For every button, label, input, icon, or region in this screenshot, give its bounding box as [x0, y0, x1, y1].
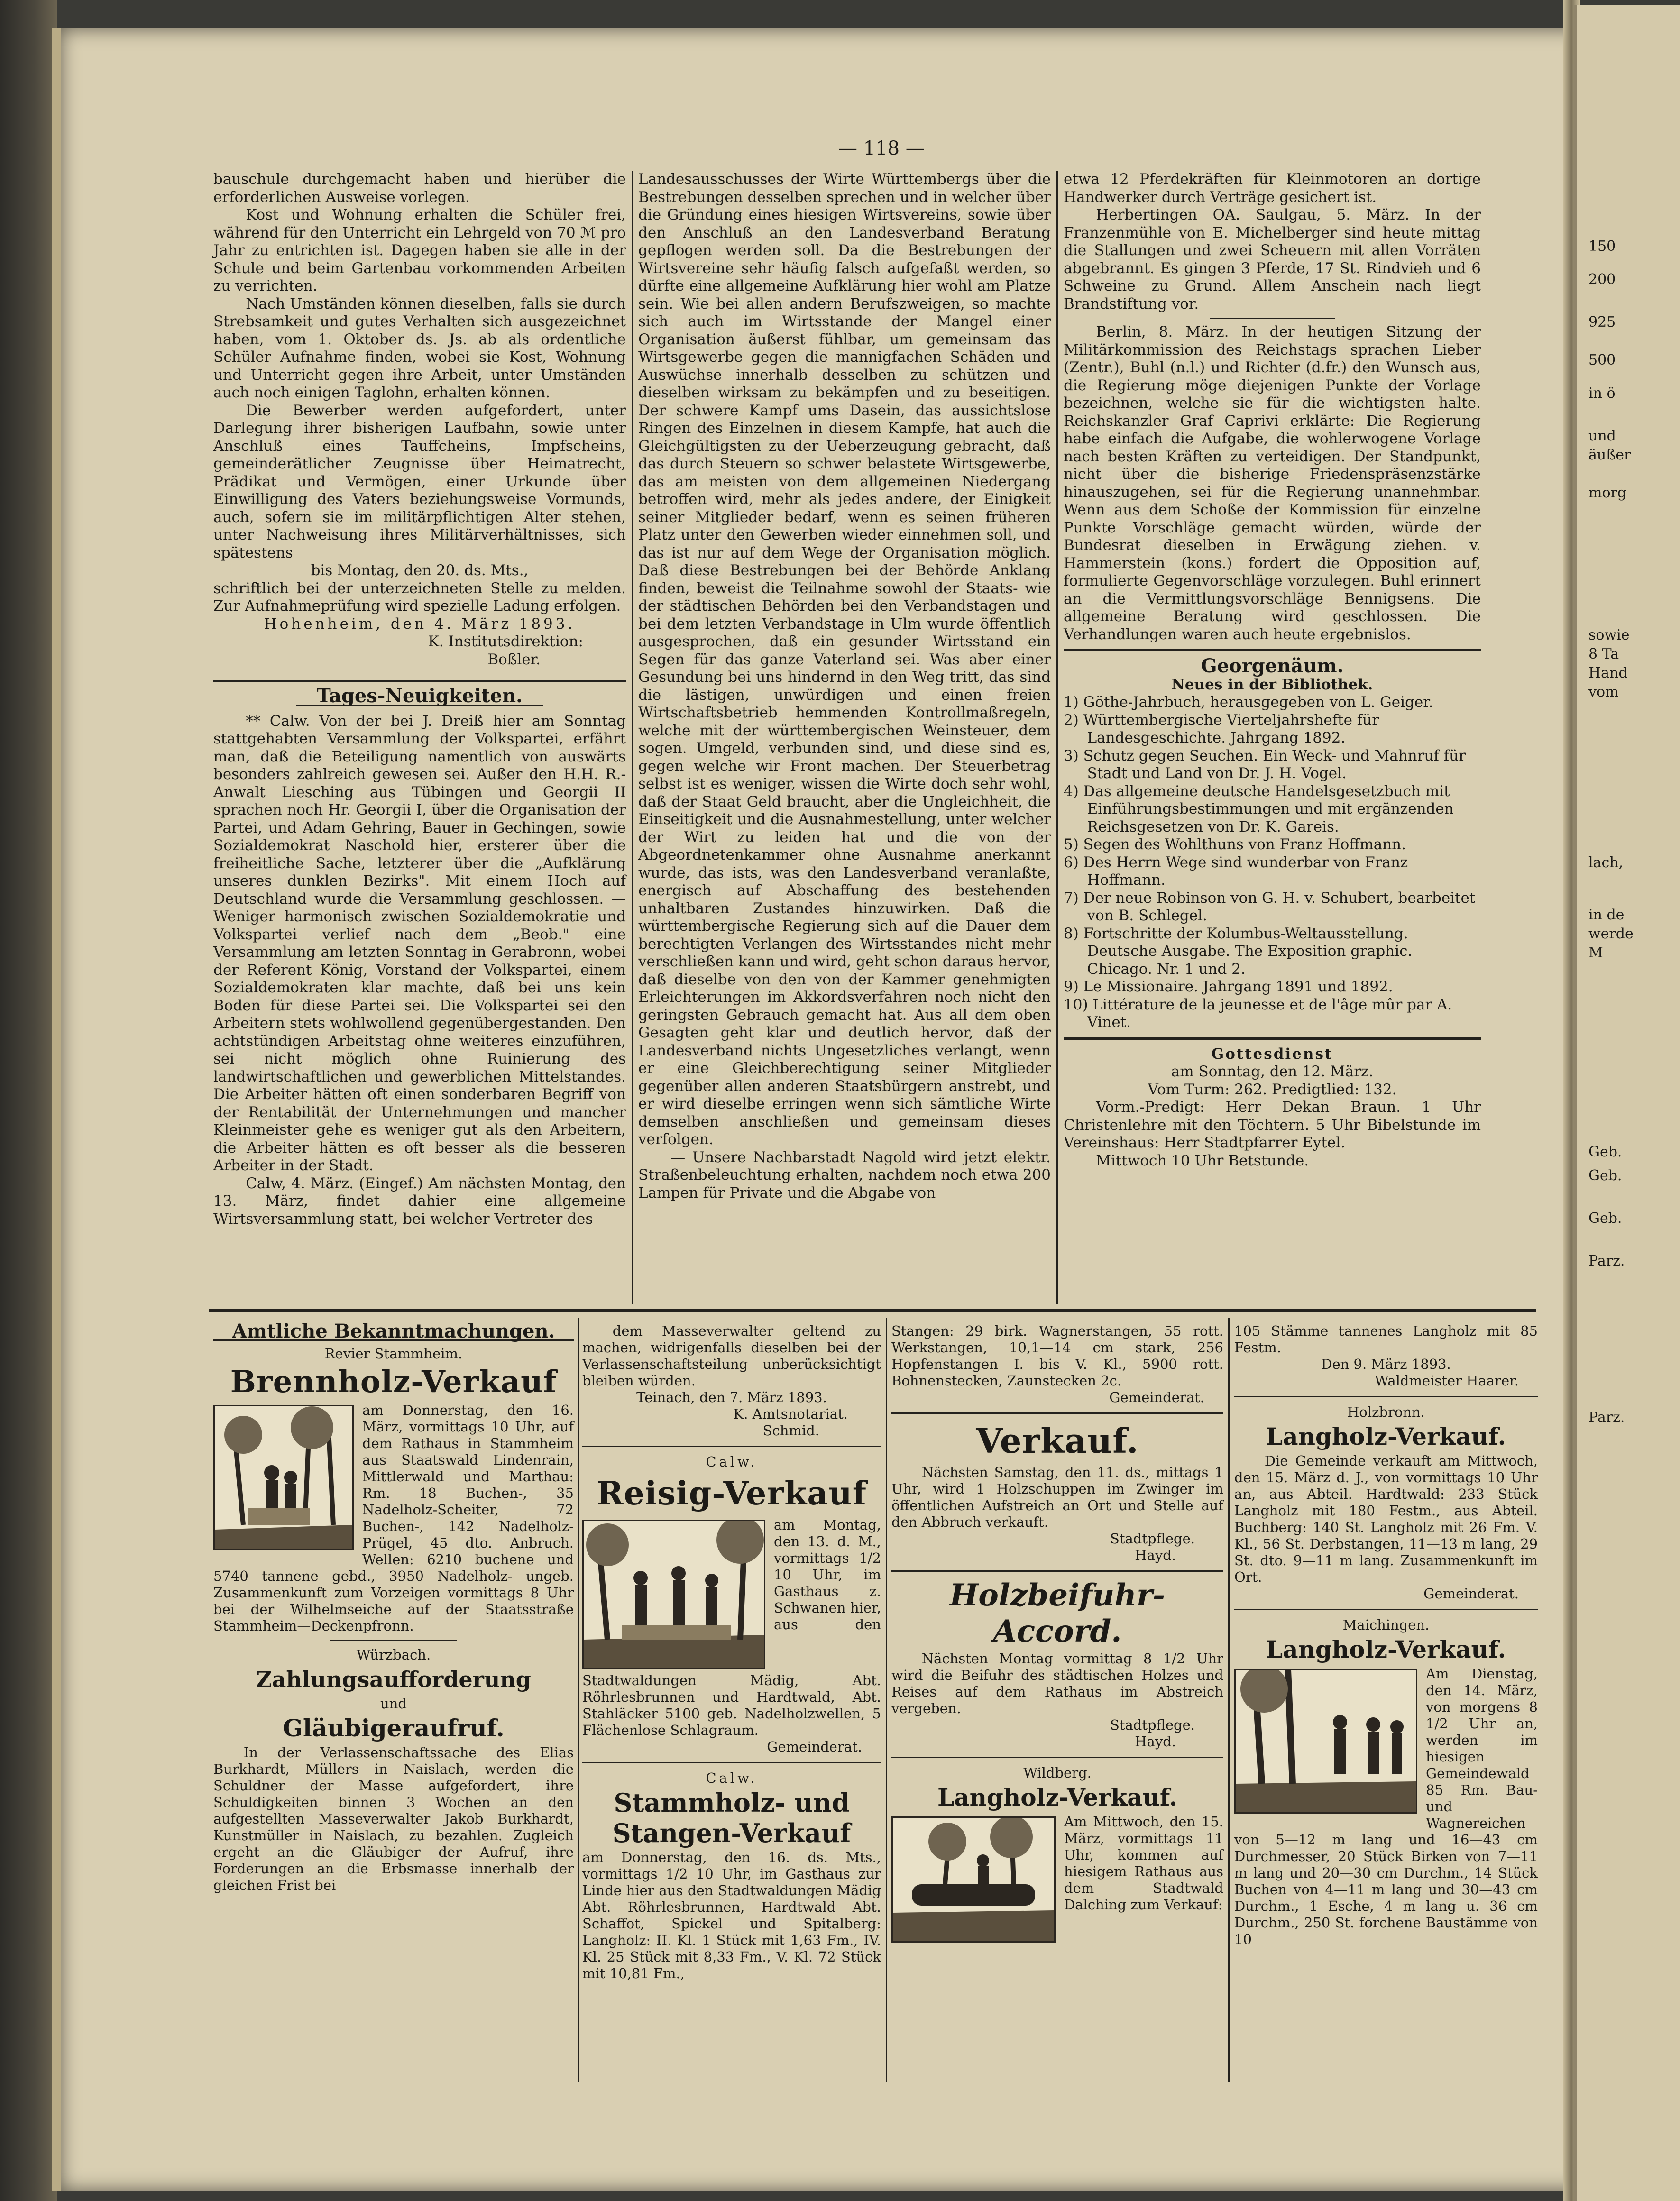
ads-column-b	[582, 1323, 881, 1982]
ad-body: Nächsten Montag vormittag 8 1/2 Uhr wird die Beifuhr des städtischen Holzes und Reises auf dem Rathaus im Abstreich vergeben.	[891, 1651, 1223, 1716]
ad-signature: Gemeinderat.	[1109, 1389, 1204, 1405]
georgenaeum-title: Georgenäum.	[1201, 655, 1344, 677]
gottesdienst-line: Vom Turm: 262. Predigtlied: 132.	[1148, 1081, 1397, 1098]
next-page-fragment: Parz.	[1588, 1409, 1625, 1426]
ad-body: Stangen: 29 birk. Wagnerstangen, 55 rott. Werkstangen, 10,1—14 cm stark, 256 Hopfenstangen I. bis V. Kl., 5900 rott. Bohnenstecken, Zaunstecken 2c.	[891, 1323, 1223, 1389]
ad-body: Am Mittwoch, den 15. März, vormittags 11 Uhr, kommen auf hiesigem Rathaus aus dem Stadtwald Dalching zum Verkauf:	[1064, 1814, 1223, 1913]
ad-body: am Montag, den 13. d. M., vormittags 1/2 10 Uhr, im Gasthaus z. Schwanen hier, aus den Stadtwaldungen Mädig, Abt. Röhrlesbrunnen und Hardtwald, Abt. Stahläcker 5100 geb. Nadelholzwellen, 5 Flächenlose Schlagraum.	[582, 1517, 881, 1738]
ad-signature: Hayd.	[1135, 1547, 1176, 1563]
divider	[213, 675, 626, 682]
list-item: 2) Württembergische Vierteljahrshefte für Landesgeschichte. Jahrgang 1892.	[1064, 711, 1379, 746]
col1-dateline: Hohenheim, den 4. März 1893.	[264, 615, 576, 633]
next-page-fragment: Geb.	[1588, 1167, 1622, 1184]
woodcut-foresters-image	[213, 1405, 354, 1550]
next-page-fragment: werde	[1588, 926, 1634, 942]
col1-paragraph: Kost und Wohnung erhalten die Schüler frei, während für den Unterricht ein Lehrgeld von 70 ℳ pro Jahr zu entrichten ist. Dagegen haben sie alle in der Schule und beim Gartenbau vorkommenden Arbeiten zu verrichten.	[213, 206, 626, 294]
gottesdienst-date: am Sonntag, den 12. März.	[1171, 1063, 1374, 1080]
col3-paragraph: etwa 12 Pferdekräften für Kleinmotoren an dortige Handwerker durch Verträge gesichert ist.	[1064, 171, 1481, 206]
divider	[330, 1640, 457, 1641]
ad-body: In der Verlassenschaftssache des Elias Burkhardt, Müllers in Naislach, werden die Schuldner der Masse aufgefordert, ihre Schuldigkeiten binnen 3 Wochen an den aufgestellten Masseverwalter Jakob Burkhardt, Kunstmüller in Naislach, zu bezahlen. Zugleich ergeht an die Gläubiger der Aufruf, ihre Forderungen an die Erbsmasse innerhalb der gleichen Frist bei	[213, 1744, 574, 1893]
gottesdienst-line: Vorm.-Predigt: Herr Dekan Braun. 1 Uhr Christenlehre mit den Töchtern. 5 Uhr Bibelstunde im Vereinshaus: Herr Stadtpfarrer Eytel.	[1064, 1099, 1481, 1151]
col1-signature: Boßler.	[487, 651, 541, 668]
ad-body: dem Masseverwalter geltend zu machen, widrigenfalls dieselben bei der Verlassenschaftsteilung unberücksichtigt bleiben würden.	[582, 1323, 881, 1389]
book-list	[1064, 694, 1481, 1032]
ad-place: Revier Stammheim.	[324, 1346, 463, 1362]
col1-paragraph: bauschule durchgemacht haben und hierüber die erforderlichen Ausweise vorlegen.	[213, 171, 626, 206]
col3-paragraph: Berlin, 8. März. In der heutigen Sitzung der Militärkommission des Reichstags sprachen Lieber (Zentr.), Buhl (n.l.) und Richter (d.fr.) den Wunsch aus, die Regierung möge diejenigen Punkte der Vorlage bezeichnen, welche sie für die wichtigsten halte. Reichskanzler Graf Caprivi erklärte: Die Regierung habe einfach die Aufgabe, die wohlerwogene Vorlage nach besten Kräften zu verteidigen. Der Standpunkt, nicht über die bisherige Friedenspräsenzstärke hinauszugehen, sei für die Regierung unannehmbar. Wenn aus dem Schoße der Kommission für einzelne Punkte Vorschläge gemacht würden, würde der Bundesrat dieselben in Erwägung ziehen. v. Hammerstein (kons.) fordert die Opposition auf, formulierte Gegenvorschläge vorzulegen. Buhl erinnert an die Vermittlungsvorschläge Bennigsens. Die allgemeine Beratung wird geschlossen. Die Verhandlungen waren auch heute ergebnislos.	[1064, 323, 1481, 643]
divider	[1234, 1609, 1538, 1610]
ad-place: Wildberg.	[1023, 1765, 1092, 1781]
next-page-fragment: sowie	[1588, 627, 1630, 643]
divider	[891, 1757, 1223, 1758]
georgenaeum-subtitle: Neues in der Bibliothek.	[1171, 676, 1373, 693]
list-item: 10) Littérature de la jeunesse et de l'âge mûr par A. Vinet.	[1064, 996, 1452, 1031]
ad-title-accord: Accord.	[993, 1614, 1122, 1649]
column-1	[213, 171, 626, 1228]
ad-title-langholz: Langholz-Verkauf.	[1266, 1635, 1506, 1663]
gottesdienst-title: Gottesdienst	[1211, 1045, 1333, 1063]
page-number: — 118 —	[838, 138, 925, 159]
col2-paragraph: Landesausschusses der Wirte Württembergs über die Bestrebungen desselben sprechen und in welcher über die Gründung eines hiesigen Wirtsvereins, sowie über den Anschluß an den Landesverband Beratung gepflogen werden soll. Da die Bestrebungen der Wirtsvereine sehr häufig falsch aufgefaßt werden, so dürfte eine allgemeine Aufklärung hier wohl am Platze sein. Wie bei allen andern Berufszweigen, so machte sich auch im Wirtsstande der Mangel einer Organisation äußerst fühlbar, um gemeinsam das Wirtsgewerbe gegen die mannigfachen Schäden und Auswüchse innerhalb desselben zu schützen und dieselben wirksam zu bekämpfen und zu beseitigen. Der schwere Kampf ums Dasein, das aussichtslose Ringen des Einzelnen in diesem Kampfe, hat auch die Gleichgültigsten zu der Ueberzeugung gebracht, daß das durch Steuern so schwer belastete Wirtsgewerbe, das am meisten von dem allgemeinen Niedergang betroffen wird, mehr als jedes andere, der Einigkeit seiner Mitglieder bedarf, wenn es seinen früheren Platz unter den Gewerben wieder einnehmen soll, und das ist nur auf dem Wege der Organisation möglich. Daß diese Bestrebungen bei der Behörde Anklang finden, beweist die Teilnahme sowohl der Staats- wie der städtischen Behörden bei den Verbandstagen und bei dem letzten Verbandstage in Ulm wurde öffentlich ausgesprochen, daß ein gesunder Wirtsstand ein Segen für das ganze Vaterland sei. Was aber einer Gesundung bei uns hindernd in den Weg tritt, das sind die lästigen, unwürdigen und einen freien Wirtschaftsbetrieb hemmenden Kontrollmaßregeln, welche mit der württembergischen Weinsteuer, dem sogen. Umgeld, verbunden sind, und diese sind es, gegen welche wir Front machen. Der Steuerbetrag selbst ist es weniger, wissen die Wirte doch sehr wohl, daß der Staat Geld braucht, aber die Ungleichheit, die Einseitigkeit und die Ausnahmestellung, unter welcher der Wirt zu leiden hat und die von der Abgeordnetenkammer ohne Ausnahme anerkannt wurde, das ists, was den Landesverband veranlaßte, energisch auf Abschaffung des bestehenden unhaltbaren Zustandes hinzuwirken. Daß die württembergische Regierung sich auf die Dauer dem berechtigten Verlangen des Wirtsstandes nicht mehr verschließen kann und wird, geht schon daraus hervor, daß dieselbe von den von der Kammer genehmigten Erleichterungen im Akkordsverfahren noch nicht den geringsten Gebrauch gemacht hat. Aus all dem oben Gesagten geht klar und deutlich hervor, daß der Landesverband nichts Ungesetzliches verlangt, wenn er eine Gleichberechtigung seiner Mitglieder gegenüber allen anderen Staatsbürgern anstrebt, und er wird dieselbe erringen wenn sich sämtliche Wirte demselben anschließen und gemeinsam dieses verfolgen.	[638, 171, 1051, 1148]
divider	[1210, 318, 1335, 319]
col1-paragraph: schriftlich bei der unterzeichneten Stelle zu melden. Zur Aufnahmeprüfung wird spezielle Ladung erfolgen.	[213, 579, 626, 614]
ad-signature: K. Amtsnotariat.	[733, 1406, 848, 1422]
ad-body: am Donnerstag, den 16. März, vormittags 10 Uhr, auf dem Rathaus in Stammheim aus Staatswald Lindenrain, Mittlerwald und Marthau: Rm. 18 Buchen-, 35 Nadelholz-Scheiter, 72 Buchen-, 142 Nadelholz-Prügel, 45 dto. Anbruch. Wellen: 6210 buchene und 5740 tannene gebd., 3950 Nadelholz- ungeb. Zusammenkunft zum Vorzeigen vormittags 8 Uhr bei der Wilhelmseiche auf der Staatsstraße Stammheim—Deckenpfronn.	[213, 1402, 574, 1634]
newspaper-page	[52, 28, 1583, 2191]
ad-signature: Stadtpflege.	[1110, 1531, 1195, 1547]
next-page-fragment: 150	[1588, 238, 1616, 255]
list-item: 8) Fortschritte der Kolumbus-Weltausstellung. Deutsche Ausgabe. The Exposition graphic. Chicago. Nr. 1 und 2.	[1064, 925, 1413, 978]
book-edge	[0, 0, 57, 2201]
ad-title-langholz: Langholz-Verkauf.	[937, 1783, 1177, 1811]
ad-title-stangen: Stangen-Verkauf	[612, 1818, 851, 1848]
ad-signature: Gemeinderat.	[1423, 1586, 1519, 1602]
next-page-fragment: vom	[1588, 684, 1619, 700]
next-page-fragment: 200	[1588, 271, 1616, 288]
col1-paragraph: Die Bewerber werden aufgefordert, unter Darlegung ihrer bisherigen Laufbahn, sowie unter Anschluß eines Tauffcheins, Impfscheins, gemeinderätlicher Zeugnisse über Heimatrecht, Prädikat und Vermögen, einer Urkunde über Einwilligung des Vaters beziehungsweise Vormunds, auch, sofern sie im militärpflichtigen Alter stehen, unter Nachweisung ihres Militärverhältnisses, sich spätestens	[213, 402, 626, 561]
ad-signature: Hayd.	[1135, 1733, 1176, 1750]
ad-body: am Donnerstag, den 16. ds. Mts., vormittags 1/2 10 Uhr, im Gasthaus zur Linde hier aus den Stadtwaldungen Mädig Abt. Röhrlesbrunnen, Hardtwald Abt. Schaffot, Spickel und Spitalberg: Langholz: II. Kl. 1 Stück mit 1,63 Fm., IV. Kl. 25 Stück mit 8,33 Fm., V. Kl. 72 Stück mit 10,81 Fm.,	[582, 1849, 881, 1981]
next-page-fragment: morg	[1588, 485, 1627, 501]
divider	[582, 1446, 881, 1447]
next-page-fragment: in ö	[1588, 385, 1616, 402]
next-page-fragment: äußer	[1588, 447, 1631, 463]
ads-column-d	[1234, 1323, 1538, 1948]
column-3	[1064, 171, 1481, 1170]
col1-paragraph: Nach Umständen können dieselben, falls sie durch Strebsamkeit und gutes Verhalten sich ausgezeichnet haben, vom 1. Oktober ds. Js. ab als ordentliche Schüler Aufnahme finden, wobei sie Kost, Wohnung und Unterricht gegen ihre Arbeit, unter Umständen auch noch einigen Taglohn, erhalten können.	[213, 295, 626, 401]
next-page-fragment: in de	[1588, 907, 1625, 923]
ad-date: Den 9. März 1893.	[1321, 1356, 1451, 1372]
ad-date: Teinach, den 7. März 1893.	[636, 1389, 827, 1405]
ad-place: Würzbach.	[356, 1647, 431, 1663]
col1-deadline: bis Montag, den 20. ds. Mts.,	[311, 562, 529, 579]
ad-signature: Stadtpflege.	[1110, 1717, 1195, 1733]
ad-place: Holzbronn.	[1347, 1404, 1425, 1420]
list-item: 6) Des Herrn Wege sind wunderbar von Franz Hoffmann.	[1064, 853, 1408, 889]
woodcut-woodcutters-image	[582, 1520, 765, 1669]
next-page-edge	[1574, 5, 1680, 2201]
ad-body: Am Dienstag, den 14. März, von morgens 8 1/2 Uhr an, werden im hiesigen Gemeindewald 85 Rm. Bau- und Wagnereichen von 5—12 m lang und 16—43 cm Durchmesser, 20 Stück Birken von 7—11 m lang und 20—30 cm Durchm., 14 Stück Buchen von 4—11 m lang und 30—43 cm Durchm., 1 Esche, 4 m lang u. 36 cm Durchm., 250 St. forchene Baustämme von 10	[1234, 1666, 1538, 1947]
ad-place: Maichingen.	[1342, 1617, 1430, 1633]
col3-paragraph: Herbertingen OA. Saulgau, 5. März. In der Franzenmühle von E. Michelberger sind heute mittag die Stallungen und zwei Scheuern mit allen Vorräten abgebrannt. Es gingen 3 Pferde, 17 St. Rindvieh und 6 Schweine zu Grund. Allem Anschein nach liegt Brandstiftung vor.	[1064, 206, 1481, 312]
column-2	[638, 171, 1051, 1202]
divider	[582, 1762, 881, 1763]
ad-title-reisig: Reisig-Verkauf	[596, 1475, 867, 1513]
list-item: 7) Der neue Robinson von G. H. v. Schubert, bearbeitet von B. Schlegel.	[1064, 889, 1476, 924]
column-rule	[578, 1318, 579, 2082]
column-rule	[886, 1318, 887, 2082]
next-page-fragment: Geb.	[1588, 1144, 1622, 1160]
ad-title-zahlung: Zahlungsaufforderung	[256, 1667, 531, 1692]
ad-title-brennholz: Brennholz-Verkauf	[230, 1364, 557, 1400]
ad-title-verkauf: Verkauf.	[976, 1421, 1139, 1461]
col1-signature: K. Institutsdirektion:	[428, 633, 583, 650]
col1-news: ** Calw. Von der bei J. Dreiß hier am Sonntag stattgehabten Versammlung der Volkspartei, erfährt man, daß die Beteiligung namentlich von auswärts besonders zahlreich gewesen sei. Außer den H.H. R.-Anwalt Liesching aus Tübingen und Georgii II sprachen noch Hr. Georgii I, über die Organisation der Partei, und Adam Gehring, Bauer in Gechingen, sowie Sozialdemokrat Naschold hier, ersterer über die freiheitliche Sache, letzterer über die „Aufklärung unseres dunklen Bezirks". Mit einem Hoch auf Deutschland wurde die Versammlung geschlossen. — Weniger harmonisch zwischen Sozialdemokratie und Volkspartei verlief nach dem „Beob." eine Versammlung am letzten Sonntag in Gerabronn, wobei der Referent König, Vorstand der Volkspartei, einem Sozialdemokraten klar machte, daß bei uns kein Boden für diese Partei sei. Die Volkspartei sei den Arbeitern stets wohlwollend gegenübergestanden. Den achtstündigen Arbeitstag ohne weiteres einzuführen, sei nicht möglich ohne Ruinierung des landwirtschaftlichen und gewerblichen Mittelstandes. Die Arbeiter hätten oft einen sonderbaren Begriff von der Rentabilität der Unternehmungen und mancher Kleinmeister gehe es weniger gut als den Arbeitern, die Arbeiter hätten es oft besser als die besseren Arbeiter in der Stadt.	[213, 712, 626, 1174]
ad-title-stammholz: Stammholz- und	[614, 1788, 850, 1818]
ads-column-c	[891, 1323, 1223, 1945]
col2-paragraph: — Unsere Nachbarstadt Nagold wird jetzt elektr. Straßenbeleuchtung erhalten, nachdem noch etwa 200 Lampen für Private und die Abgabe von	[638, 1148, 1051, 1201]
col1-news: Calw, 4. März. (Eingef.) Am nächsten Montag, den 13. März, findet dahier eine allgemeine Wirtsversammlung statt, bei welcher Vertreter des	[213, 1174, 626, 1228]
list-item: 9) Le Missionaire. Jahrgang 1891 und 1892.	[1064, 978, 1393, 995]
next-page-fragment: und	[1588, 428, 1616, 444]
list-item: 4) Das allgemeine deutsche Handelsgesetzbuch mit Einführungsbestimmungen und mit ergänzenden Reichsgesetzen von Dr. K. Gareis.	[1064, 782, 1454, 835]
amtliche-header: Amtliche Bekanntmachungen.	[213, 1323, 574, 1341]
divider	[1234, 1396, 1538, 1397]
ad-signature: Waldmeister Haarer.	[1375, 1373, 1519, 1389]
next-page-fragment: Hand	[1588, 665, 1628, 681]
list-item: 3) Schutz gegen Seuchen. Ein Weck- und Mahnruf für Stadt und Land von Dr. J. H. Vogel.	[1064, 747, 1466, 782]
woodcut-forest-image	[1234, 1669, 1417, 1814]
ad-title-langholz: Langholz-Verkauf.	[1266, 1422, 1506, 1450]
divider	[1064, 1037, 1481, 1040]
next-page-fragment: 925	[1588, 314, 1616, 330]
next-page-fragment: Geb.	[1588, 1210, 1622, 1227]
ad-und: und	[380, 1696, 407, 1712]
column-rule	[632, 171, 633, 1304]
list-item: 1) Göthe-Jahrbuch, herausgegeben von L. Geiger.	[1064, 694, 1433, 711]
divider	[891, 1570, 1223, 1572]
ad-place: Calw.	[706, 1770, 758, 1786]
ad-place: Calw.	[706, 1454, 758, 1470]
ad-body: Nächsten Samstag, den 11. ds., mittags 1 Uhr, wird 1 Holzschuppen im Zwinger im öffentlichen Aufstreich an Ort und Stelle auf den Abbruch verkauft.	[891, 1464, 1223, 1530]
ad-signature: Schmid.	[762, 1422, 819, 1439]
divider	[1064, 649, 1481, 651]
ad-title-glaeubiger: Gläubigeraufruf.	[283, 1714, 505, 1742]
divider	[891, 1412, 1223, 1414]
column-rule	[1228, 1318, 1230, 2082]
ad-title-holzbeifuhr: Holzbeifuhr-	[949, 1577, 1166, 1613]
section-title-tages-neuigkeiten: Tages-Neuigkeiten.	[296, 687, 543, 706]
column-rule	[1056, 171, 1058, 1304]
ad-signature: Gemeinderat.	[767, 1739, 862, 1755]
gottesdienst-line: Mittwoch 10 Uhr Betstunde.	[1096, 1152, 1309, 1169]
ad-body: 105 Stämme tannenes Langholz mit 85 Festm.	[1234, 1323, 1538, 1356]
next-page-fragment: M	[1588, 945, 1603, 961]
list-item: 5) Segen des Wohlthuns von Franz Hoffmann.	[1064, 836, 1406, 853]
ads-column-a	[213, 1320, 574, 1894]
ad-body: Die Gemeinde verkauft am Mittwoch, den 15. März d. J., von vormittags 10 Uhr an, aus Abteil. Hardtwald: 233 Stück Langholz mit 180 Festm., aus Abteil. Buchberg: 140 St. Langholz mit 26 Fm. V. Kl., 56 St. Derbstangen, 11—13 m lang, 29 St. dto. 9—11 m lang. Zusammenkunft im Ort.	[1234, 1453, 1538, 1585]
next-page-fragment: 8 Ta	[1588, 646, 1619, 662]
ads-separator	[209, 1309, 1536, 1312]
next-page-fragment: 500	[1588, 352, 1616, 368]
next-page-fragment: Parz.	[1588, 1253, 1625, 1269]
woodcut-logging-image	[891, 1816, 1056, 1943]
next-page-fragment: lach,	[1588, 854, 1624, 871]
